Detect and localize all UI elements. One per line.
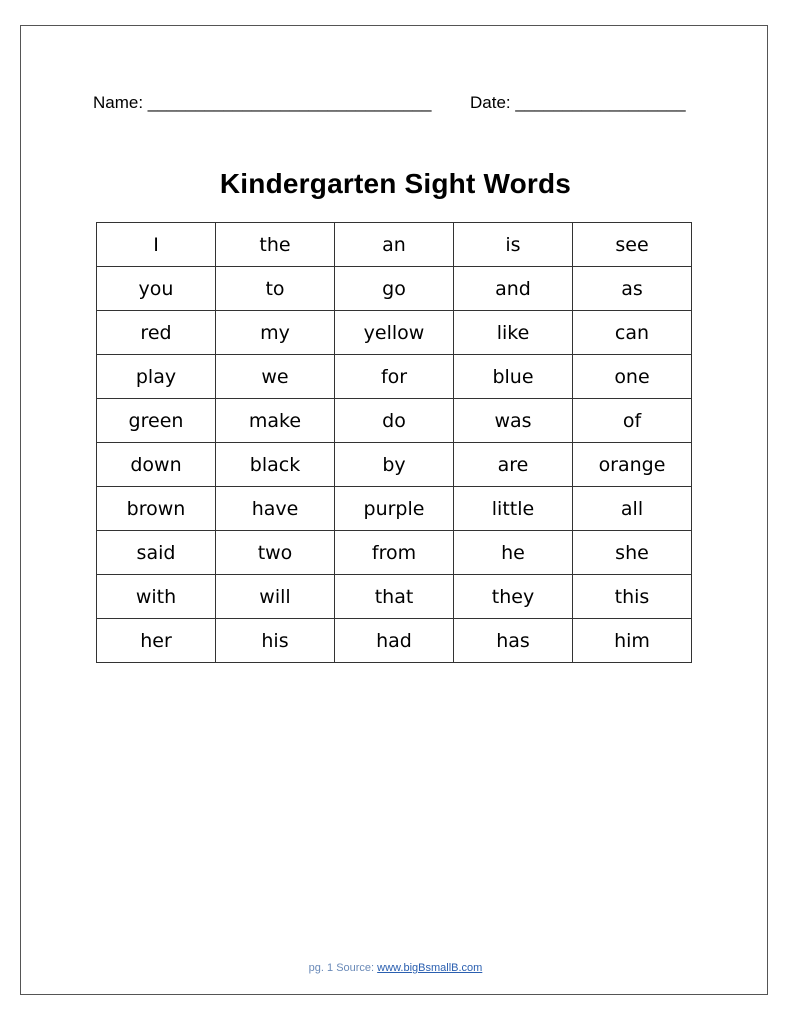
table-row <box>97 355 692 399</box>
sight-word-cell: this <box>573 575 692 619</box>
sight-word-cell: had <box>335 619 454 663</box>
sight-word-cell: her <box>97 619 216 663</box>
sight-word-cell: I <box>97 223 216 267</box>
table-row <box>97 531 692 575</box>
sight-word-cell: is <box>454 223 573 267</box>
table-row <box>97 311 692 355</box>
sight-words-table <box>96 222 692 663</box>
sight-word-cell: him <box>573 619 692 663</box>
sight-word-cell: see <box>573 223 692 267</box>
sight-word-cell: play <box>97 355 216 399</box>
sight-word-cell: black <box>216 443 335 487</box>
date-field-label: Date: __________________ <box>470 93 686 112</box>
sight-word-cell: purple <box>335 487 454 531</box>
sight-word-cell: by <box>335 443 454 487</box>
sight-word-cell: we <box>216 355 335 399</box>
sight-word-cell: for <box>335 355 454 399</box>
sight-word-cell: green <box>97 399 216 443</box>
sight-word-cell: blue <box>454 355 573 399</box>
sight-word-cell: like <box>454 311 573 355</box>
sight-word-cell: said <box>97 531 216 575</box>
sight-word-cell: do <box>335 399 454 443</box>
table-row <box>97 619 692 663</box>
sight-word-cell: red <box>97 311 216 355</box>
source-link[interactable]: www.bigBsmallB.com <box>377 962 483 974</box>
table-row <box>97 223 692 267</box>
sight-word-cell: that <box>335 575 454 619</box>
sight-word-cell: his <box>216 619 335 663</box>
sight-word-cell: make <box>216 399 335 443</box>
table-row <box>97 487 692 531</box>
sight-word-cell: to <box>216 267 335 311</box>
table-row <box>97 575 692 619</box>
table-row <box>97 267 692 311</box>
sight-word-cell: yellow <box>335 311 454 355</box>
sight-word-cell: the <box>216 223 335 267</box>
sight-word-cell: she <box>573 531 692 575</box>
footer-source-label: pg. 1 Source: <box>308 962 378 974</box>
sight-word-cell: down <box>97 443 216 487</box>
sight-word-cell: he <box>454 531 573 575</box>
table-row <box>97 443 692 487</box>
sight-word-cell: little <box>454 487 573 531</box>
sight-word-cell: brown <box>97 487 216 531</box>
sight-word-cell: go <box>335 267 454 311</box>
sight-word-cell: an <box>335 223 454 267</box>
sight-word-cell: and <box>454 267 573 311</box>
sight-word-cell: orange <box>573 443 692 487</box>
sight-word-cell: they <box>454 575 573 619</box>
sight-word-cell: you <box>97 267 216 311</box>
page-footer <box>0 962 791 974</box>
sight-word-cell: one <box>573 355 692 399</box>
sight-word-cell: all <box>573 487 692 531</box>
sight-word-cell: as <box>573 267 692 311</box>
sight-word-cell: of <box>573 399 692 443</box>
sight-word-cell: are <box>454 443 573 487</box>
sight-word-cell: can <box>573 311 692 355</box>
sight-word-cell: was <box>454 399 573 443</box>
sight-word-cell: has <box>454 619 573 663</box>
sight-word-cell: will <box>216 575 335 619</box>
sight-word-cell: with <box>97 575 216 619</box>
sight-word-cell: from <box>335 531 454 575</box>
sight-word-cell: two <box>216 531 335 575</box>
page-title: Kindergarten Sight Words <box>219 168 572 199</box>
sight-word-cell: my <box>216 311 335 355</box>
name-field-label: Name: ______________________________ <box>93 93 432 112</box>
sight-word-cell: have <box>216 487 335 531</box>
table-row <box>97 399 692 443</box>
